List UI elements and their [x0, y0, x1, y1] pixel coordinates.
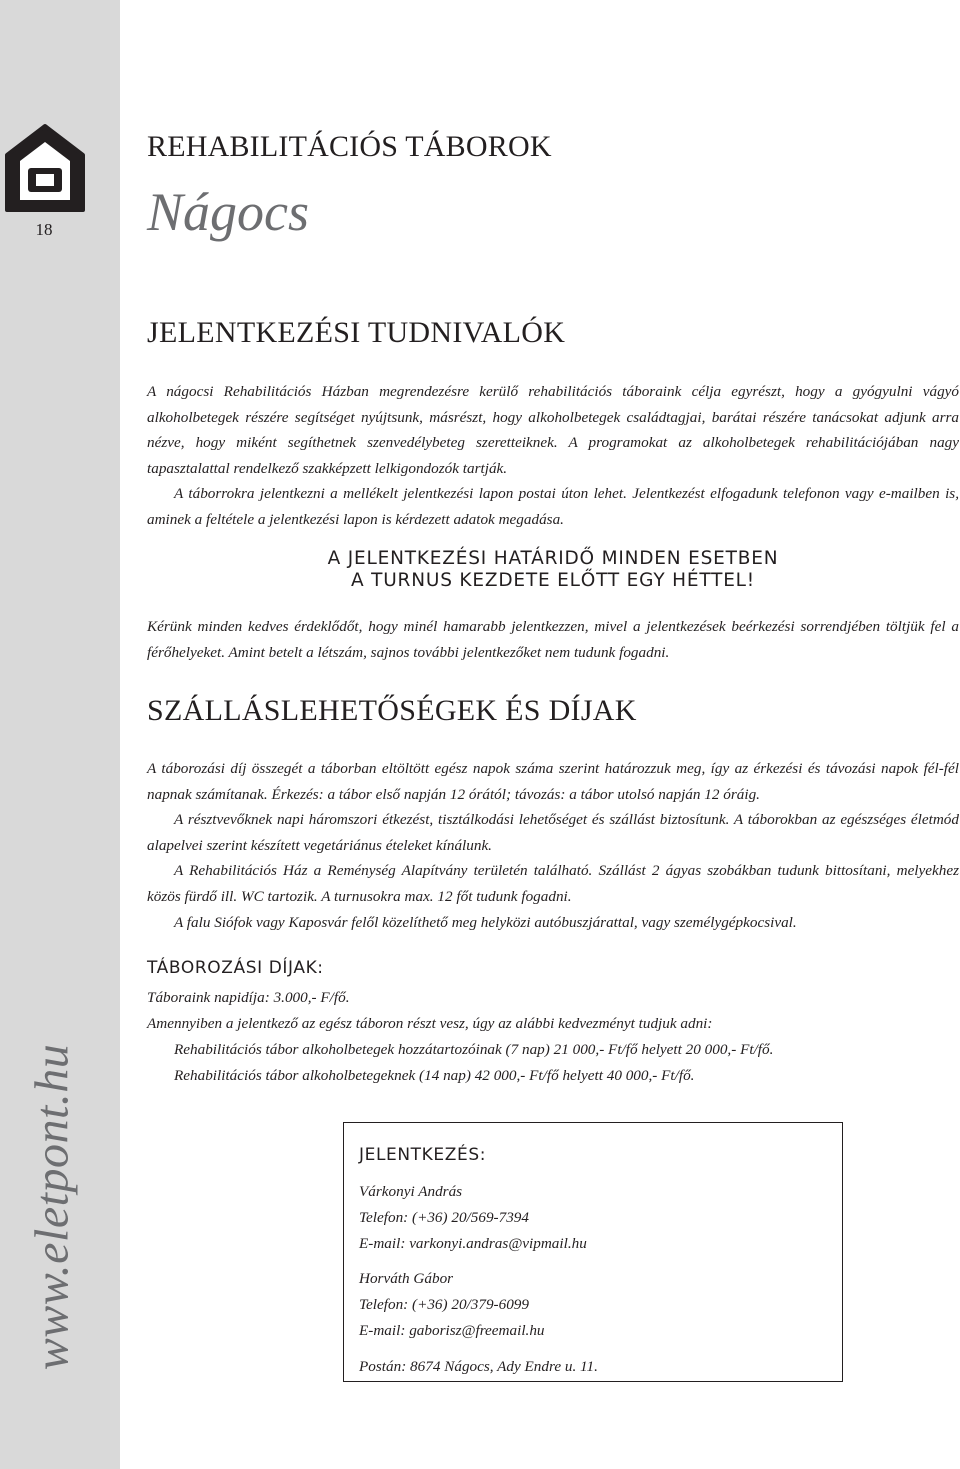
- registration-para-3-text: Kérünk minden kedves érdeklődőt, hogy minél hamarabb jelentkezzen, mivel a jelentkezések beérkezési sorrendjében töltjük fel a férőhelyeket. Amint betelt a létszám, sajnos további jelentkezőket nem tudunk fogadni.: [147, 618, 959, 661]
- accommodation-para-4: A falu Siófok vagy Kaposvár felől közelíthető meg helyközi autóbuszjárattal, vagy személygépkocsival.: [174, 913, 797, 931]
- accommodation-para-1: A táborozási díj összegét a táborban eltöltött egész napok száma szerint határozzuk meg, így az érkezési és távozási napok fél-fél napnak számítanak. Érkezés: a tábor első napján 12 órától; távozás: a tábor utolsó napján 12 óráig.: [147, 760, 959, 803]
- accommodation-text: [147, 756, 959, 935]
- accommodation-para-3: A Rehabilitációs Ház a Reménység Alapítvány területén található. Szállást 2 ágyas szobákban tudunk bittosítani, melyekhez közös fürdő ill. WC tartozik. A turnusokra max. 12 főt tudunk fogadni.: [147, 862, 959, 905]
- accommodation-heading: SZÁLLÁSLEHETŐSÉGEK ÉS DÍJAK: [147, 694, 637, 727]
- contact-phone: Telefon: (+36) 20/569-7394: [359, 1208, 529, 1226]
- contact-box: [343, 1122, 843, 1382]
- deadline-line-2: A TURNUS KEZDETE ELŐTT EGY HÉTTEL!: [350, 570, 756, 591]
- fees-item: Rehabilitációs tábor alkoholbetegek hozzátartozóinak (7 nap) 21 000,- Ft/fő helyett 20 000,- Ft/fő.: [174, 1041, 774, 1058]
- page-title: Nágocs: [147, 182, 309, 242]
- contact-phone: Telefon: (+36) 20/379-6099: [359, 1296, 529, 1314]
- registration-text: [147, 379, 959, 533]
- contact-name: Horváth Gábor: [359, 1270, 454, 1288]
- registration-para-3: [147, 614, 959, 665]
- section-kicker: REHABILITÁCIÓS TÁBOROK: [147, 130, 552, 163]
- fees-item: Rehabilitációs tábor alkoholbetegeknek (14 nap) 42 000,- Ft/fő helyett 40 000,- Ft/fő.: [174, 1067, 695, 1084]
- registration-para-1: A nágocsi Rehabilitációs Házban megrendezésre kerülő rehabilitációs táboraink célja egyrészt, hogy a gyógyulni vágyó alkoholbetegek részére segítséget nyújtsunk, másrészt, hogy alkoholbetegek családtagjai, barátai részére tanácsokat adjunk arra nézve, hogy miként segíthetnek szenvedélybeteg szeretteiknek. A programokat az alkoholbetegek rehabilitációjában nagy tapasztalattal rendelkező szakképzett lelkigondozók tartják.: [147, 383, 959, 477]
- fees-title: TÁBOROZÁSI DÍJAK:: [147, 958, 324, 978]
- registration-para-2: A táborrokra jelentkezni a mellékelt jelentkezési lapon postai úton lehet. Jelentkezést elfogadunk telefonon vagy e-mailben is, aminek a feltétele a jelentkezési lapon is kérdezett adatok megadása.: [147, 485, 959, 528]
- deadline-line-1: A JELENTKEZÉSI HATÁRIDŐ MINDEN ESETBEN: [327, 548, 779, 569]
- fees-discount-intro: Amennyiben a jelentkező az egész táboron részt vesz, úgy az alábbi kedvezményt tudjuk adni:: [147, 1015, 713, 1032]
- registration-heading: JELENTKEZÉSI TUDNIVALÓK: [147, 316, 566, 349]
- contact-details: [359, 1179, 598, 1380]
- deadline-notice: [147, 548, 959, 592]
- contact-name: Várkonyi András: [359, 1183, 463, 1200]
- fees-daily: Táboraink napidíja: 3.000,- F/fő.: [147, 989, 350, 1006]
- contact-address: Postán: 8674 Nágocs, Ady Endre u. 11.: [359, 1357, 598, 1375]
- accommodation-para-2: A résztvevőknek napi háromszori étkezést, tisztálkodási lehetőséget és szállást biztosítunk. A táborokban az egészséges életmód alapelvei szerint készített vegetáriánus ételeket kínálunk.: [147, 811, 959, 854]
- house-icon: [4, 122, 86, 212]
- contact-email: E-mail: varkonyi.andras@vipmail.hu: [359, 1234, 587, 1252]
- page-number: 18: [35, 220, 53, 239]
- sidebar: [0, 0, 120, 1469]
- contact-email: E-mail: gaborisz@freemail.hu: [359, 1321, 545, 1339]
- contact-title: JELENTKEZÉS:: [359, 1145, 487, 1165]
- site-url: www.eletpont.hu: [25, 1043, 79, 1371]
- fees-list: [147, 985, 959, 1089]
